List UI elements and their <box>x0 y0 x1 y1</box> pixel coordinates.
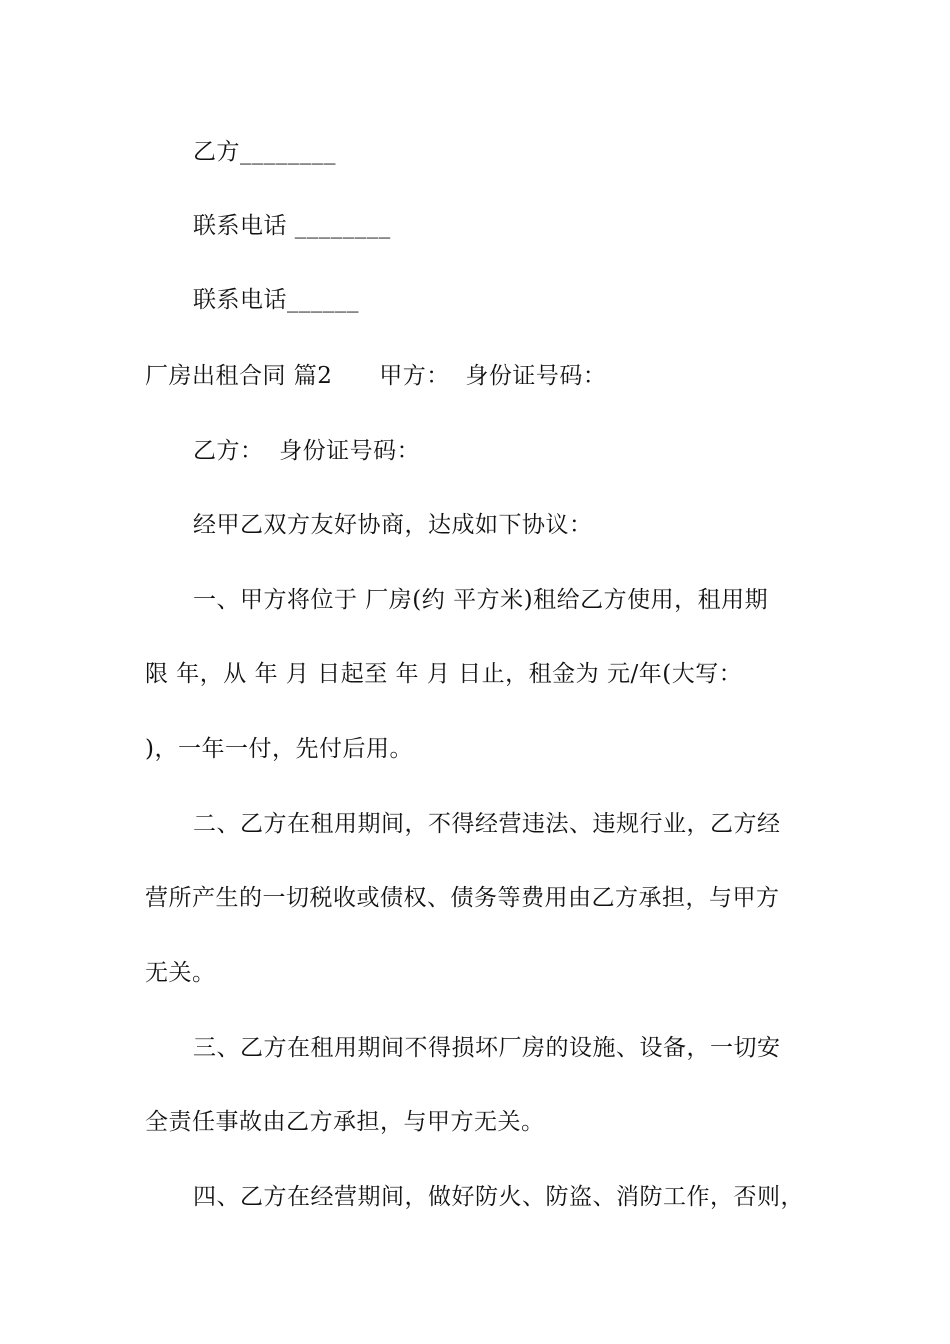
agreement-intro: 经甲乙双方友好协商，达成如下协议： <box>193 512 593 538</box>
party-b-line: 乙方________ <box>193 139 336 165</box>
clause-1-line-3: )，一年一付，先付后用。 <box>145 736 413 762</box>
clause-1-line-2: 限 年，从 年 月 日起至 年 月 日止，租金为 元/年(大写： <box>145 661 743 687</box>
clause-4-line-1: 四、乙方在经营期间，做好防火、防盗、消防工作，否则， <box>193 1184 804 1210</box>
clause-2-line-3: 无关。 <box>145 960 216 986</box>
clause-3-line-2: 全责任事故由乙方承担，与甲方无关。 <box>145 1109 545 1135</box>
clause-2-line-1: 二、乙方在租用期间，不得经营违法、违规行业，乙方经 <box>193 811 781 837</box>
contact-phone-line-2: 联系电话______ <box>193 287 359 313</box>
party-b-id-line: 乙方： 身份证号码： <box>193 438 421 464</box>
clause-3-line-1: 三、乙方在租用期间不得损坏厂房的设施、设备，一切安 <box>193 1035 781 1061</box>
clause-1-line-1: 一、甲方将位于 厂房(约 平方米)租给乙方使用，租用期 <box>193 587 769 613</box>
clause-2-line-2: 营所产生的一切税收或债权、债务等费用由乙方承担，与甲方 <box>145 885 780 911</box>
contract-heading-line: 厂房出租合同 篇2 甲方： 身份证号码： <box>145 363 607 389</box>
contact-phone-line: 联系电话 ________ <box>193 213 391 239</box>
